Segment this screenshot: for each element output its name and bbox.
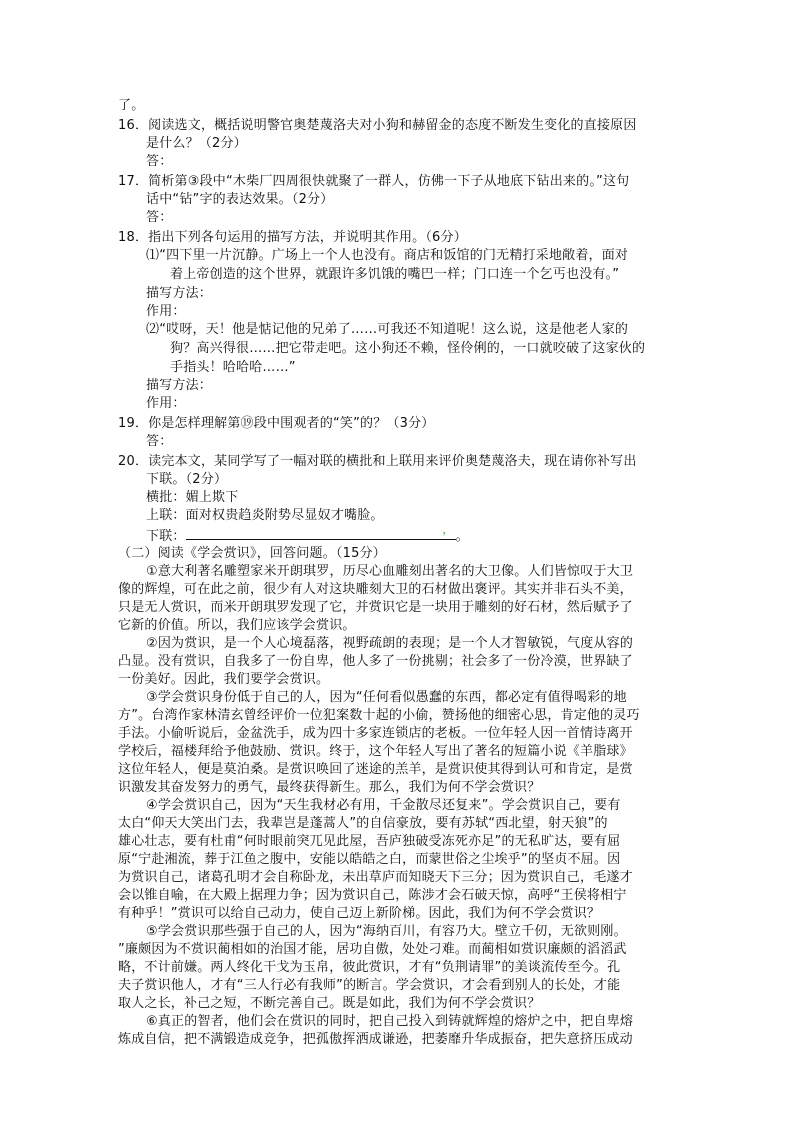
line-text: ④学会赏识自己，因为“天生我材必有用，千金散尽还复来”。学会赏识自己，要有 xyxy=(146,798,621,813)
text-line xyxy=(118,581,633,599)
line-text: 是什么？（2分） xyxy=(146,136,247,151)
text-line xyxy=(146,209,172,227)
line-text: 作用： xyxy=(146,304,186,319)
text-line xyxy=(118,869,633,887)
text-line xyxy=(146,303,186,321)
text-line xyxy=(118,599,633,617)
text-line xyxy=(118,995,540,1013)
line-text: 17．简析第③段中“木柴厂四周很快就聚了一群人，仿佛一下子从地底下钻出来的。”这句 xyxy=(118,174,630,189)
text-line xyxy=(118,229,467,247)
line-text: ⑤学会赏识那些强于自己的人，因为“海纳百川，有容乃大。壁立千仞，无欲则刚。 xyxy=(146,924,627,939)
line-text: 话中“钻”字的表达效果。（2分） xyxy=(146,192,334,207)
line-text: 它新的价值。所以，我们应该学会赏识。 xyxy=(118,618,356,633)
line-text: ③学会赏识身份低于自己的人，因为“任何看似愚蠢的东西，都必定有值得喝彩的地 xyxy=(146,690,627,705)
line-text: ”廉颇因为不赏识蔺相如的治国才能，居功自傲，处处刁难。而蔺相如赏识廉颇的滔滔武 xyxy=(118,942,627,957)
line-text: 原“宁赴湘流，葬于江鱼之腹中，安能以皓皓之白，而蒙世俗之尘埃乎”的坚贞不屈。因 xyxy=(118,852,621,867)
text-line xyxy=(118,671,329,689)
line-text: ①意大利著名雕塑家米开朗琪罗，历尽心血雕刻出著名的大卫像。人们皆惊叹于大卫 xyxy=(146,564,634,579)
line-text: 答： xyxy=(146,210,173,225)
line-text: 略，不计前嫌。两人终化干戈为玉帛，彼此赏识，才有“负荆请罪”的美谈流传至今。孔 xyxy=(118,960,621,975)
line-text: 这位年轻人，便是莫泊桑。是赏识唤回了迷途的羔羊，是赏识使其得到认可和肯定，是赏 xyxy=(118,762,633,777)
text-line xyxy=(118,887,627,905)
text-line xyxy=(146,1013,633,1031)
line-text: 方”。台湾作家林清玄曾经评价一位犯案数十起的小偷，赞扬他的细密心思，肯定他的灵巧 xyxy=(118,708,640,723)
text-line xyxy=(146,563,633,581)
line-text: 学校后，福楼拜给予他鼓励、赏识。终于，这个年轻人写出了著名的短篇小说《羊脂球》 xyxy=(118,744,633,759)
line-text: 18．指出下列各句运用的描写方法，并说明其作用。（6分） xyxy=(118,230,467,245)
line-text: 手指头！哈哈哈……” xyxy=(170,360,296,375)
line-text: 夫子赏识他人，才有“三人行必有我师”的断言。学会赏识，才会看到别人的长处，才能 xyxy=(118,978,621,993)
line-text: 取人之长，补己之短，不断完善自己。既是如此，我们为何不学会赏识？ xyxy=(118,996,541,1011)
text-line xyxy=(118,173,629,191)
line-text: 横批：媚上欺下 xyxy=(146,490,239,505)
text-line xyxy=(146,191,333,209)
text-line xyxy=(146,153,172,171)
line-text: 像的辉煌，可在此之前，很少有人对这块雕刻大卫的石材做出褒评。其实并非石头不美， xyxy=(118,582,633,597)
line-text: 下联。（2分） xyxy=(146,472,228,487)
line-text: 答： xyxy=(146,434,173,449)
text-line xyxy=(118,617,356,635)
line-text: 一份美好。因此，我们要学会赏识。 xyxy=(118,672,330,687)
text-line xyxy=(146,247,628,265)
line-text: ②因为赏识，是一个人心境磊落，视野疏朗的表现；是一个人才智敏锐，气度从容的 xyxy=(146,636,634,651)
text-line xyxy=(118,453,637,471)
text-line xyxy=(170,266,619,284)
text-line xyxy=(118,959,620,977)
text-line xyxy=(146,285,212,303)
line-text: 着上帝创造的这个世界，就跟许多饥饿的嘴巴一样；门口连一个乞丐也没有。” xyxy=(170,267,620,282)
text-line xyxy=(146,525,469,546)
line-text: 描写方法： xyxy=(146,286,213,301)
line-text: 了。 xyxy=(118,98,145,113)
text-line xyxy=(170,340,645,358)
text-line xyxy=(146,321,628,339)
line-text: 狗？高兴得很……把它带走吧。这小狗还不赖，怪伶俐的，一口就咬破了这家伙的 xyxy=(170,341,646,356)
line-text: 只是无人赏识，而米开朗琪罗发现了它，并赏识它是一块用于雕刻的好石材，然后赋予了 xyxy=(118,600,633,615)
text-line xyxy=(118,415,434,433)
text-line xyxy=(118,941,627,959)
line-text: 作用： xyxy=(146,396,186,411)
text-line xyxy=(146,507,384,525)
text-line xyxy=(118,851,620,869)
text-line xyxy=(118,545,386,563)
line-text: 描写方法： xyxy=(146,378,213,393)
line-text: 上联：面对权贵趋炎附势尽显奴才嘴脸。 xyxy=(146,508,384,523)
text-line xyxy=(118,707,640,725)
line-text: ⑵“哎呀，天！他是惦记他的兄弟了……可我还不知道呢！这么说，这是他老人家的 xyxy=(146,322,629,337)
text-line xyxy=(118,815,608,833)
text-line xyxy=(118,743,633,761)
text-line xyxy=(146,395,186,413)
line-text: 会以锥自喻，在大殿上据理力争；因为赏识自己，陈涉才会石破天惊，高呼“王侯将相宁 xyxy=(118,888,627,903)
text-line xyxy=(118,761,633,779)
line-text: 凸显。没有赏识，自我多了一份自卑，他人多了一份挑剔；社会多了一份冷漠，世界缺了 xyxy=(118,654,633,669)
line-text: 太白“仰天大笑出门去，我辈岂是蓬蒿人”的自信豪放，要有苏轼“西北望，射天狼”的 xyxy=(118,816,608,831)
answer-blank[interactable] xyxy=(186,525,456,540)
text-line xyxy=(146,433,172,451)
line-text: 16．阅读选文，概括说明警官奥楚蔑洛夫对小狗和赫留金的态度不断发生变化的直接原因 xyxy=(118,118,637,133)
text-line xyxy=(118,97,144,115)
line-text: （二）阅读《学会赏识》，回答问题。（15分） xyxy=(118,546,386,561)
line-text: 炼成自信，把不满锻造成竞争，把孤傲挥洒成谦逊，把萎靡升华成振奋，把失意挤压成动 xyxy=(118,1032,633,1047)
line-text: 雄心壮志，要有杜甫“何时眼前突兀见此屋，吾庐独破受冻死亦足”的无私旷达，要有屈 xyxy=(118,834,621,849)
line-text: 答： xyxy=(146,154,173,169)
line-text: 有种乎！”赏识可以给自己动力，使自己迈上新阶梯。因此，我们为何不学会赏识？ xyxy=(118,906,601,921)
line-text: 20．读完本文，某同学写了一幅对联的横批和上联用来评价奥楚蔑洛夫，现在请你补写出 xyxy=(118,454,637,469)
line-text: 下联： xyxy=(146,529,186,544)
text-line xyxy=(170,359,296,377)
text-line xyxy=(146,797,621,815)
line-text: 为赏识自己，诸葛孔明才会自称卧龙，未出草庐而知晓天下三分；因为赏识自己，毛遂才 xyxy=(118,870,633,885)
text-line xyxy=(118,653,633,671)
line-text: ⑴“四下里一片沉静。广场上一个人也没有。商店和饭馆的门无精打采地敞着，面对 xyxy=(146,248,629,263)
line-text: ⑥真正的智者，他们会在赏识的同时，把自己投入到铸就辉煌的熔炉之中，把自卑熔 xyxy=(146,1014,634,1029)
text-line xyxy=(118,779,540,797)
blank-mark: ， xyxy=(442,523,454,536)
text-line xyxy=(118,905,600,923)
line-text: 手法。小偷听说后，金盆洗手，成为四十多家连锁店的老板。一位年轻人因一首情诗离开 xyxy=(118,726,633,741)
text-line xyxy=(146,635,633,653)
text-line xyxy=(146,923,627,941)
text-line xyxy=(118,117,637,135)
text-line xyxy=(118,833,620,851)
line-text: 19．你是怎样理解第⑲段中围观者的“笑”的？（3分） xyxy=(118,416,435,431)
text-line xyxy=(146,135,247,153)
text-line xyxy=(146,471,227,489)
line-text: 识激发其奋发努力的勇气，最终获得新生。那么，我们为何不学会赏识？ xyxy=(118,780,541,795)
text-line xyxy=(146,689,627,707)
blank-end-mark: 。 xyxy=(455,529,469,544)
text-line xyxy=(118,1031,633,1049)
text-line xyxy=(146,489,238,507)
text-line xyxy=(118,977,620,995)
text-line xyxy=(118,725,633,743)
text-line xyxy=(146,377,212,395)
